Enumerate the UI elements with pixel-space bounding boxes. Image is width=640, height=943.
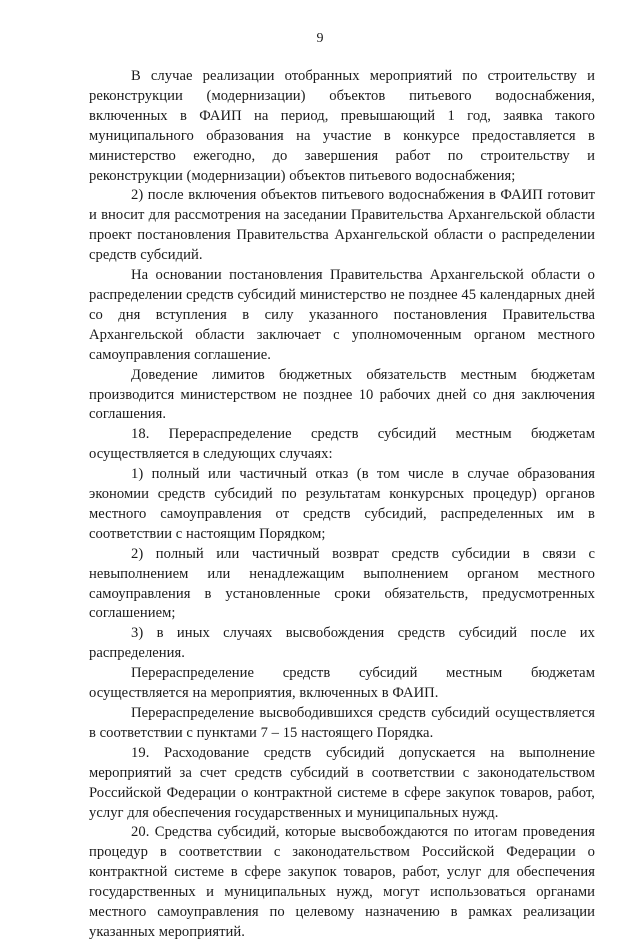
paragraph-redistribution-released-funds: Перераспределение высвободившихся средств субсидий осуществляется в соответствии с пунктами 7 – 15 настоящего Порядка. <box>89 705 595 741</box>
page-number: 9 <box>316 31 324 46</box>
document-body <box>89 67 595 943</box>
paragraph-redistribution-fcip: Перераспределение средств субсидий местным бюджетам осуществляется на мероприятия, включенных в ФАИП. <box>89 665 595 702</box>
paragraph-budget-limits: Доведение лимитов бюджетных обязательств местным бюджетам производится министерством не позднее 10 рабочих дней со дня заключения соглашения. <box>89 366 595 423</box>
paragraph-fcip-multiyear-application: В случае реализации отобранных мероприятий по строительству и реконструкции (модернизации) объектов питьевого водоснабжения, включенных в ФАИП на период, превышающий 1 год, заявка такого муниципального образования на участие в конкурсе предоставляется в министерство ежегодно, до завершения работ по строительству и реконструкции (модернизации) объектов питьевого водоснабжения; <box>89 68 595 184</box>
paragraph-item-18-case-2: 2) полный или частичный возврат средств субсидии в связи с невыполнением или ненадлежащим выполнением органом местного самоуправления в установленные сроки обязательств, предусмотренных соглашением; <box>89 545 595 622</box>
paragraph-item-20-released-funds: 20. Средства субсидий, которые высвобождаются по итогам проведения процедур в соответствии с законодательством Российской Федерации о контрактной системе в сфере закупок товаров, работ, услуг для обеспечения государственных и муниципальных нужд, могут использоваться органами местного самоуправления по целевому назначению в рамках реализации указанных мероприятий. <box>89 824 595 940</box>
paragraph-agreement-conclusion: На основании постановления Правительства Архангельской области о распределении средств субсидий министерство не позднее 45 календарных дней со дня вступления в силу указанного постановления Правительства Архангельской области заключает с уполномоченным органом местного самоуправления соглашение. <box>89 267 595 363</box>
paragraph-step-2-resolution-draft: 2) после включения объектов питьевого водоснабжения в ФАИП готовит и вносит для рассмотрения на заседании Правительства Архангельской области проект постановления Правительства Архангельской области о распределении средств субсидий. <box>89 187 595 264</box>
paragraph-item-19-spending: 19. Расходование средств субсидий допускается на выполнение мероприятий за счет средств субсидий в соответствии с законодательством Российской Федерации о контрактной системе в сфере закупок товаров, работ, услуг для обеспечения государственных и муниципальных нужд. <box>89 744 595 821</box>
paragraph-item-18-redistribution: 18. Перераспределение средств субсидий местным бюджетам осуществляется в следующих случаях: <box>89 426 595 463</box>
paragraph-item-18-case-3: 3) в иных случаях высвобождения средств субсидий после их распределения. <box>89 625 595 662</box>
paragraph-item-18-case-1: 1) полный или частичный отказ (в том числе в случае образования экономии средств субсидий по результатам конкурсных процедур) органов местного самоуправления от средств субсидий, распределенных им в соответствии с настоящим Порядком; <box>89 466 595 542</box>
